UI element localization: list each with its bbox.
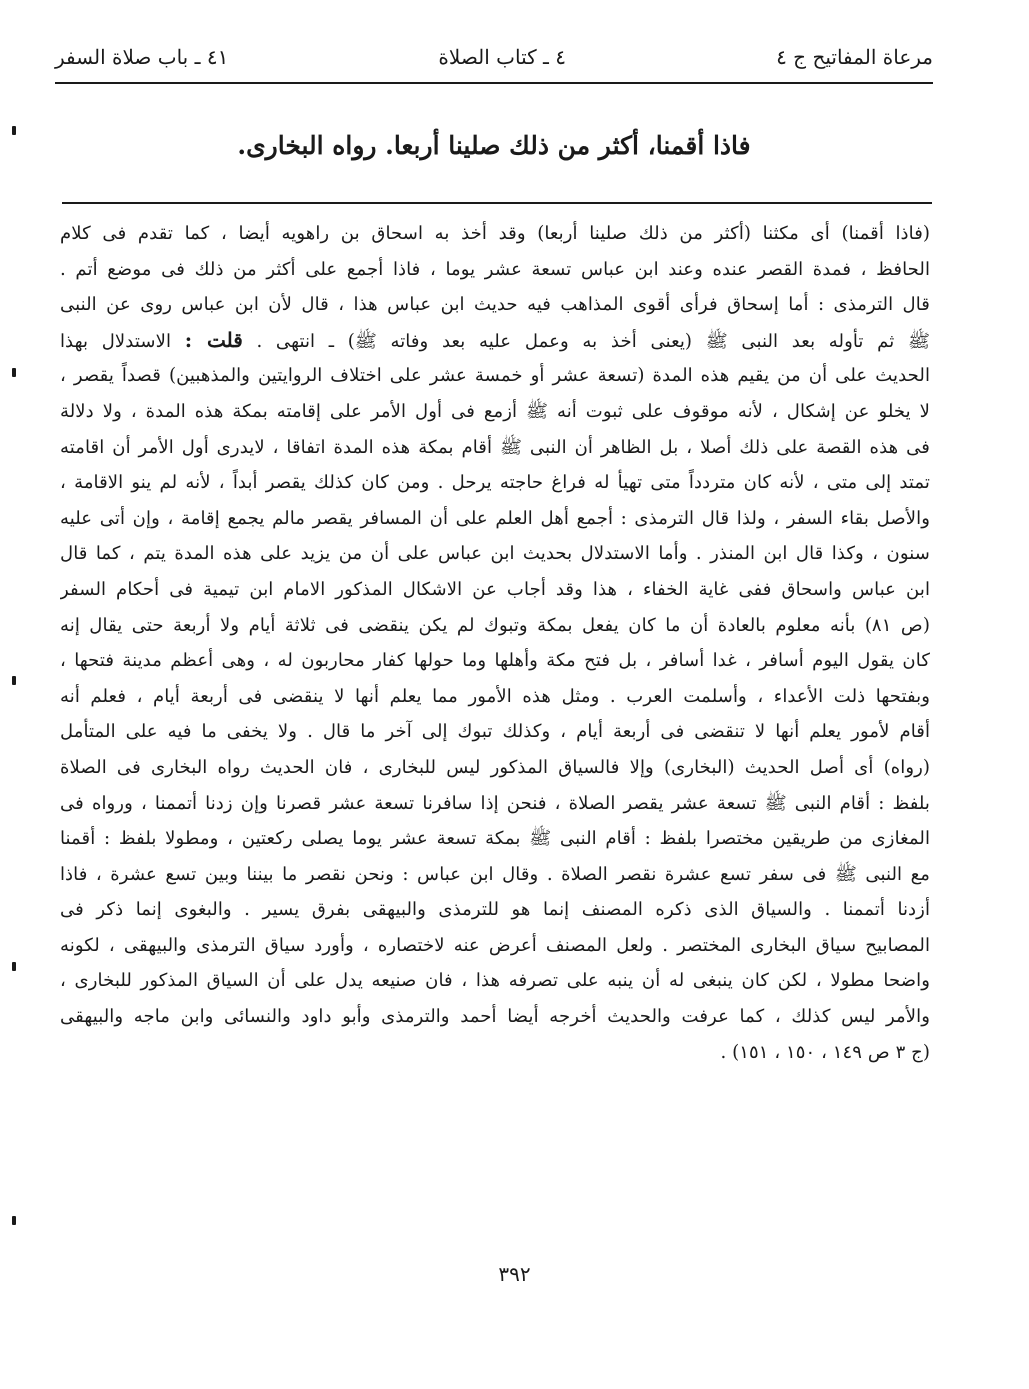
page-number: ٣٩٢ bbox=[498, 1262, 531, 1286]
commentary-line: (رواه) أى أصل الحديث (البخارى) وإلا فالسياق المذكور ليس للبخارى ، فان الحديث رواه البخارى فى الصلاة bbox=[60, 756, 930, 778]
commentary-line: (ج ٣ ص ١٤٩ ، ١٥٠ ، ١٥١) . bbox=[720, 1041, 930, 1063]
margin-mark bbox=[12, 962, 16, 971]
commentary-line: سنون ، وكذا قال ابن المنذر . وأما الاستدلال بحديث ابن عباس على أن من يزيد على هذه المدة يتم ، كما قال bbox=[60, 543, 930, 565]
commentary-line: وبفتحها ذلت الأعداء ، وأسلمت العرب . ومثل هذه الأمور مما يعلم أنها لا ينقضى فى أربعة أيام ، فعلم أنه bbox=[60, 685, 930, 707]
commentary-line: قال الترمذى : أما إسحاق فرأى أقوى المذاهب فيه حديث ابن عباس هذا ، قال لأن ابن عباس روى عن النبى bbox=[60, 294, 930, 316]
commentary-line: الحافظ ، فمدة القصر عنده وعند ابن عباس تسعة عشر يوما ، فاذا أجمع على أكثر من ذلك فى موضع أتم . bbox=[60, 258, 930, 280]
commentary-line: أقام لأمور يعلم أنها لا تنقضى فى أربعة أيام ، وكذلك تبوك إلى آخر ما قال . ولا يخفى ما فيه على المتأمل bbox=[60, 721, 930, 743]
header-divider bbox=[55, 82, 933, 84]
running-header bbox=[55, 38, 933, 76]
margin-mark bbox=[12, 676, 16, 685]
section-divider bbox=[62, 202, 932, 204]
commentary-line-with-qultu bbox=[60, 323, 930, 359]
header-book-chapter: ٤ ـ كتاب الصلاة bbox=[438, 45, 566, 69]
commentary-line: واضحا مطولا ، لكن كان ينبغى له أن ينبه على تصرفه هذا ، فان صنيعه يدل على أن السياق المذكور للبخارى ، bbox=[60, 970, 930, 992]
qultu-continuation: الاستدلال بهذا bbox=[60, 330, 172, 352]
commentary-line: مع النبى ﷺ فى سفر تسع عشرة نقصر الصلاة . وقال ابن عباس : ونحن نقصر ما بيننا وبين تسع عشرة ، فاذا bbox=[60, 863, 930, 885]
commentary-line: كان يقول اليوم أسافر ، غدا أسافر ، بل فتح مكة وأهلها وما حولها كفار محاربون له ، وهى أعظم مدينة فتحها ، bbox=[60, 650, 930, 672]
commentary-line: المغازى من طريقين مختصرا بلفظ : أقام النبى ﷺ بمكة تسعة عشر يوما يصلى ركعتين ، ومطولا بلفظ : أقمنا bbox=[60, 828, 930, 850]
commentary-line: والأمر ليس كذلك ، كما عرفت والحديث أخرجه أيضا أحمد والترمذى وأبو داود والنسائى وابن ماجه والبيهقى bbox=[60, 1006, 930, 1028]
commentary-line: ابن عباس واسحاق ففى غاية الخفاء ، هذا وقد أجاب عن الاشكال المذكور الامام ابن تيمية فى أحكام السفر bbox=[60, 578, 930, 600]
hadith-text: فاذا أقمنا، أكثر من ذلك صلينا أربعا. رواه البخارى. bbox=[237, 131, 751, 160]
commentary-line: لا يخلو عن إشكال ، لأنه موقوف على ثبوت أنه ﷺ أزمع فى أول الأمر على إقامته بمكة هذه المدة ، ولا دلالة bbox=[60, 400, 930, 422]
header-section: ٤١ ـ باب صلاة السفر bbox=[55, 45, 229, 69]
margin-mark bbox=[12, 126, 16, 135]
qultu-label: قلت : bbox=[184, 327, 243, 352]
header-book-volume: مرعاة المفاتيح ج ٤ bbox=[776, 45, 933, 69]
margin-mark bbox=[12, 1216, 16, 1225]
margin-mark bbox=[12, 368, 16, 377]
commentary-line: (ص ٨١) بأنه معلوم بالعادة أن ما كان يفعل بمكة وتبوك لم يكن ينقضى فى ثلاثة أيام ولا أربعة حتى يقال إنه bbox=[60, 614, 930, 636]
commentary-line-text: ﷺ ثم تأوله بعد النبى ﷺ (يعنى أخذ به وعمل عليه بعد وفاته ﷺ) ـ انتهى . bbox=[256, 330, 930, 352]
commentary-line: المصابيح سياق البخارى المختصر . ولعل المصنف أعرض عنه لاختصاره ، وأورد سياق الترمذى والبيهقى ، لكونه bbox=[60, 934, 930, 956]
commentary-body bbox=[60, 216, 930, 1070]
commentary-line: أزدنا أتممنا . والسياق الذى ذكره المصنف إنما هو للترمذى والبيهقى بفرق يسير . والبغوى إنما ذكر فى bbox=[60, 899, 930, 921]
commentary-line: الحديث على أن من يقيم هذه المدة (تسعة عشر أو خمسة عشر على اختلاف الروايتين والمذهبين) قصداً يقصر ، bbox=[60, 365, 930, 387]
commentary-line: والأصل بقاء السفر ، ولذا قال الترمذى : أجمع أهل العلم على أن المسافر يقصر مالم يجمع إقامة ، وإن أتى عليه bbox=[60, 507, 930, 529]
commentary-line: بلفظ : أقام النبى ﷺ تسعة عشر يقصر الصلاة ، فنحن إذا سافرنا تسعة عشر قصرنا وإن زدنا أتممنا ، ورواه فى bbox=[60, 792, 930, 814]
commentary-line: تمتد إلى متى ، لأنه كان متردداً متى تهيأ له فراغ حاجته يرحل . ومن كان كذلك يقصر أبداً ، لأنه لم ينو الاقامة ، bbox=[60, 472, 930, 494]
commentary-line: فى هذه القصة على ذلك أصلا ، بل الظاهر أن النبى ﷺ أقام بمكة هذه المدة اتفاقا ، لايدرى أول الأمر أن اقامته bbox=[60, 436, 930, 458]
commentary-line: (فاذا أقمنا) أى مكثنا (أكثر من ذلك صلينا أربعا) وقد أخذ به اسحاق بن راهويه أيضا ، كما تقدم فى كلام bbox=[60, 223, 930, 244]
